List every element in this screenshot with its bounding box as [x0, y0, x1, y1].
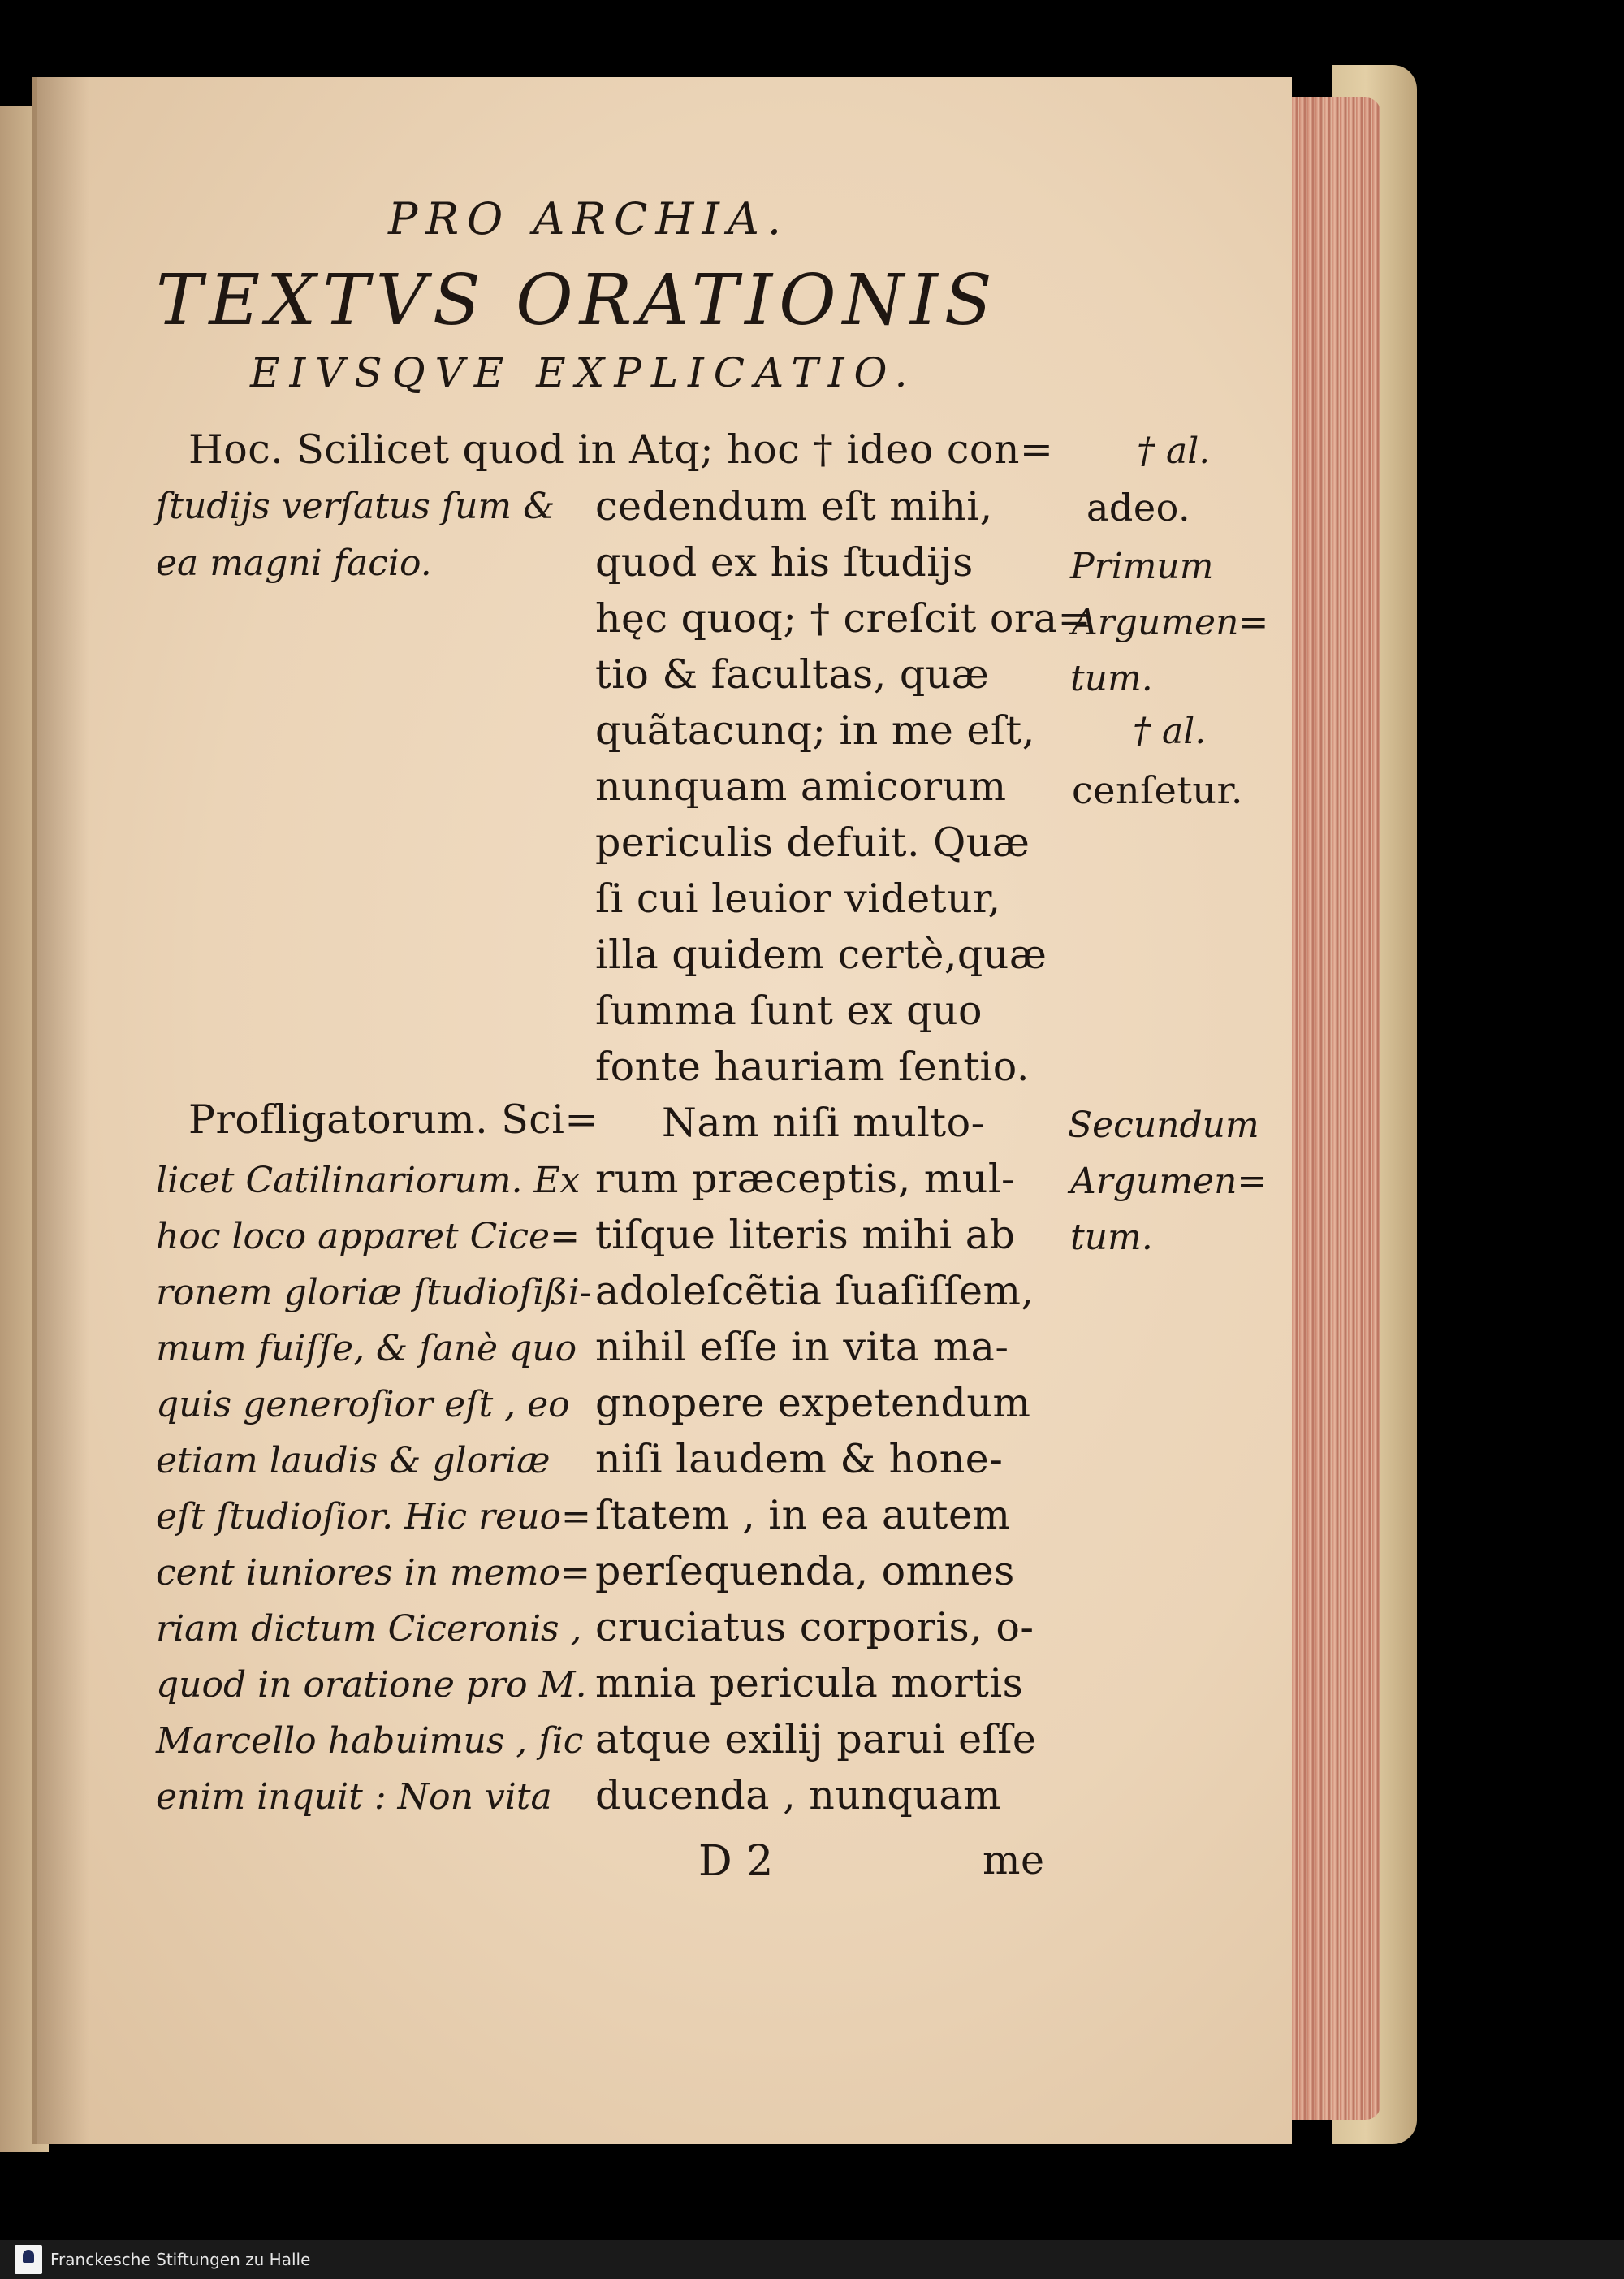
viewer-footer-bar — [0, 2240, 1624, 2279]
main-text-line: adoleſcẽtia ſuaſiſſem, — [595, 1268, 1034, 1314]
note-left-line: ronem gloriæ ſtudioſißi- — [156, 1272, 592, 1313]
main-text-line: cruciatus corporis, o- — [595, 1604, 1034, 1650]
note-right-line: tum. — [1070, 658, 1153, 699]
note-left-line: cent iuniores in memo= — [156, 1552, 590, 1594]
signature-mark: D 2 — [698, 1837, 774, 1886]
subtitle: EIVSQVE EXPLICATIO. — [250, 349, 918, 396]
institution-logo-icon — [15, 2245, 42, 2274]
main-text-line: fonte hauriam ſentio. — [595, 1044, 1030, 1090]
note-right-line: Primum — [1070, 546, 1214, 587]
main-text-line: hęc quoq; † creſcit ora= — [595, 595, 1092, 642]
note-left-line: mum fuiſſe, & ſanè quo — [156, 1328, 577, 1369]
title: TEXTVS ORATIONIS — [156, 260, 999, 341]
note-left-line: Profligatorum. Sci= — [188, 1096, 598, 1143]
note-left-line: quis generoſior eſt , eo — [156, 1384, 570, 1425]
main-text-line: atque exilij parui eſſe — [595, 1716, 1037, 1762]
main-text-line: periculis defuit. Quæ — [595, 819, 1030, 866]
note-right-line: Argumen= — [1072, 602, 1269, 643]
note-left-line: riam dictum Ciceronis , — [156, 1608, 582, 1650]
note-left-line: ſtudijs verſatus ſum & — [156, 486, 555, 527]
note-right-line: Argumen= — [1070, 1161, 1268, 1202]
note-left-line: ea magni facio. — [156, 543, 432, 584]
note-right-line: cenſetur. — [1072, 768, 1244, 812]
main-text-line: quod ex his ſtudijs — [595, 539, 974, 586]
note-right-line: Secundum — [1068, 1105, 1259, 1146]
catchword: me — [983, 1837, 1045, 1883]
main-text-line: ſtatem , in ea autem — [595, 1492, 1011, 1538]
main-text-line: rum præceptis, mul- — [595, 1156, 1016, 1202]
note-left-line: eſt ſtudioſior. Hic reuo= — [156, 1496, 591, 1537]
main-text-line: perſequenda, omnes — [595, 1548, 1015, 1594]
note-left-line: hoc loco apparet Cice= — [156, 1216, 580, 1257]
main-text-line: nunquam amicorum — [595, 763, 1007, 810]
main-text-line: illa quidem certè,quæ — [595, 932, 1047, 978]
note-right-line: tum. — [1070, 1217, 1153, 1258]
institution-name: Franckesche Stiftungen zu Halle — [50, 2250, 311, 2269]
note-left-line: Hoc. Scilicet quod in — [188, 426, 617, 473]
note-left-line: enim inquit : Non vita — [156, 1776, 552, 1818]
main-text-line: Nam niſi multo- — [662, 1100, 985, 1146]
main-text-line: mnia pericula mortis — [595, 1660, 1024, 1706]
note-left-line: licet Catilinariorum. Ex — [156, 1160, 581, 1201]
main-text-line: cedendum eſt mihi, — [595, 483, 993, 530]
main-text-line: quãtacunq; in me eſt, — [595, 707, 1035, 754]
note-right-line: adeo. — [1086, 486, 1191, 530]
main-text-line: ſumma ſunt ex quo — [595, 988, 983, 1034]
note-left-line: etiam laudis & gloriæ — [156, 1440, 551, 1481]
note-right-line: † al. — [1133, 711, 1207, 752]
main-text-line: ſi cui leuior videtur, — [595, 876, 1001, 922]
note-right-line: † al. — [1137, 430, 1211, 472]
main-text-line: Atq; hoc † ideo con= — [629, 426, 1054, 473]
running-head: PRO ARCHIA. — [388, 193, 789, 244]
main-text-line: gnopere expetendum — [595, 1380, 1031, 1426]
main-text-line: nihil eſſe in vita ma- — [595, 1324, 1009, 1370]
main-text-line: tiſque literis mihi ab — [595, 1212, 1016, 1258]
note-left-line: Marcello habuimus , ſic — [156, 1720, 584, 1762]
page-gutter-shadow — [32, 77, 89, 2144]
note-left-line: quod in oratione pro M. — [156, 1664, 587, 1706]
main-text-line: ducenda , nunquam — [595, 1772, 1002, 1818]
main-text-line: tio & facultas, quæ — [595, 651, 990, 698]
main-text-line: niſi laudem & hone- — [595, 1436, 1004, 1482]
